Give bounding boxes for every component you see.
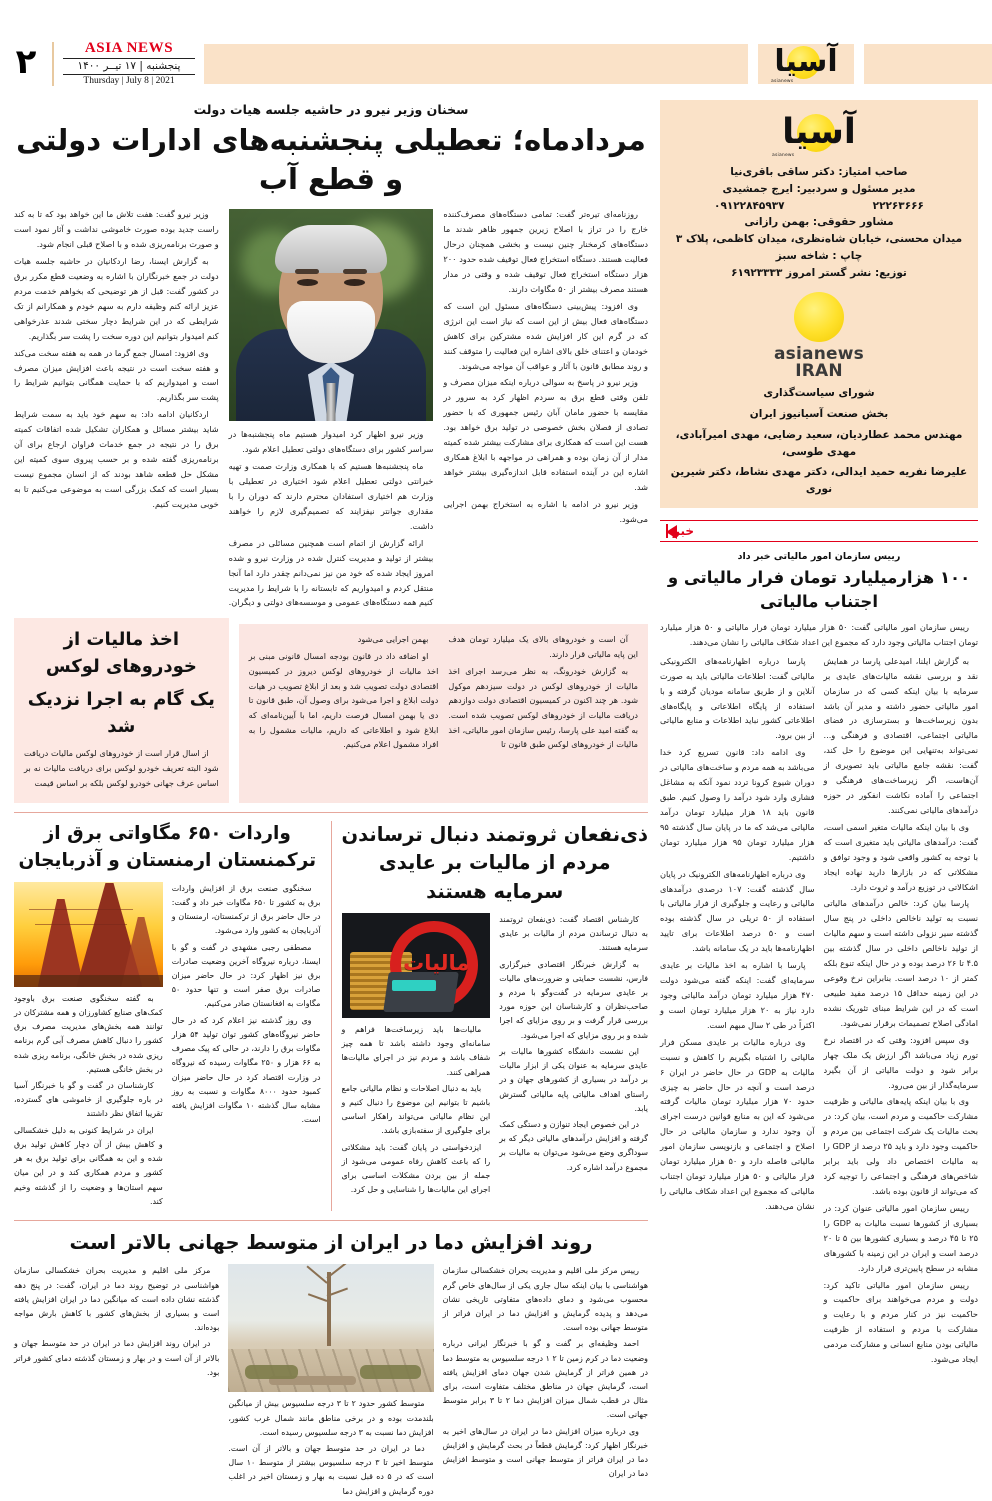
colophon-editor: مدیر مسئول و سردبیر: ایرج جمشیدی: [722, 182, 916, 195]
council-title: شورای سیاست‌گذاری: [763, 387, 875, 400]
section-vertical-divider: [331, 821, 332, 1211]
right-rail: [660, 100, 978, 1409]
paragraph: رییس سازمان امور مالیاتی گفت: ۵۰ هزار میلیارد تومان فرار مالیاتی و ۵۰ هزار میلیارد تومان اجتناب مالیاتی وجود دارد که مجموع این اعداد شکاف مالیاتی را نشان می‌دهند.: [660, 621, 978, 647]
play-triangle-icon: [666, 525, 677, 539]
luxury-tax-headline-line1: اخذ مالیات از خودروهای لوکس: [45, 629, 197, 678]
main-area: [13, 100, 649, 1496]
paragraph: به گفته سخنگوی صنعت برق باوجود کمک‌های صنایع کشاورزان و همه مشترکان در توانند همه بخش‌های مدیریت مصرف برق کشور را دنبال کاهش مصرف آبی گرم برنامه ریزی شده در بخش خانگی، برنامه ریزی شده در بخش خانگی هستیم.: [14, 993, 163, 1074]
climate-headline: روند افزایش دما در ایران از متوسط جهانی بالاتر است: [69, 1231, 593, 1255]
section-headline: ذی‌نفعان ثروتمند دنبال ترساندن مردم از مالیات بر عایدی سرمایه هستند: [341, 823, 648, 903]
pull-quote-left: [249, 632, 439, 754]
paragraph: باید به دنبال اصلاحات و نظام مالیاتی جامع باشیم تا بتوانیم این موضوع را دنبال کنیم و این نظام مالیاتی می‌تواند راهکار اساسی برای جلوگیری از سفته‌بازی باشد.: [341, 1083, 491, 1136]
paragraph: رییس سازمان امور مالیاتی عنوان کرد: در بسیاری از کشورها نسبت مالیات به GDP را ۲۵ تا ۴۵ درصد و بسیاری کشورها بین ۵ تا ۲۰ درصد است و ایران در این زمینه با کشورهای مشابه در سطح پایین‌تری قرار دارد.: [823, 1202, 978, 1273]
photo-ground: [14, 975, 163, 987]
paragraph: در ایران روند افزایش دما در ایران در حد متوسط جهان و بالاتر از آن است و در بهار و زمستان گذشته دمای کشور فراتر بود.: [14, 1339, 220, 1377]
paragraph: مالیات‌ها باید زیرساخت‌ها فراهم و سامانه‌ای وجود داشته باشد تا همه چیز شفاف باشد و مردم نیز در اجرای مالیات‌ها همراهی کنند.: [341, 1024, 491, 1077]
luxury-tax-box: [14, 618, 229, 803]
lead-column-left: [14, 207, 219, 612]
paragraph: وی ادامه داد: قانون تسریع کرد خدا می‌باشد به همه مردم و ساخت‌های مالیاتی در دوران شیوع کرونا تردد نمود آنکه به مشاغل فشاری وارد شود درآمد را وصول کنیم. طبق قانون باید ۱۸ هزار میلیارد تومان درآمد مالیاتی می‌شد که ما در پایان سال گذشته ۹۵ هزار میلیارد تومان ۹۵ هزار میلیارد تومان داشتیم.: [660, 747, 815, 862]
rail-body-columns: [660, 654, 978, 1369]
section-column-left: [342, 913, 491, 1200]
masthead-fill-left: [864, 44, 992, 84]
photo-branch: [306, 1266, 327, 1284]
section-power-import: [14, 821, 331, 1211]
lead-kicker: سخنان وزیر نیرو در حاشیه جلسه هیات دولت: [193, 102, 469, 117]
sun-logo-icon: [794, 292, 844, 342]
climate-text-right: [443, 1264, 648, 1481]
lead-left-text: [14, 207, 219, 511]
photo-eyebrow: [343, 269, 367, 274]
paragraph: مرکز ملی اقلیم و مدیریت بحران خشکسالی سازمان هواشناسی در توضیح روند دما در ایران، گفت: در پنج دهه گذشته نشان داده است که میانگین دما در ایران افزایش یافته است و بسیاری از بخش‌های کشور با کاهش بارش مواجه بوده‌اند.: [14, 1266, 220, 1333]
colophon-distribution: توزیع: نشر گستر امروز ۶۱۹۲۳۳۳۳: [731, 266, 907, 279]
section-climate: [14, 1229, 648, 1501]
paragraph: در این خصوص ایجاد تنوازن و دستگی کمک گرفته و افزایش درآمدهای مالیاتی دیگر که بر سوداگری وضع می‌شود می‌توان به مالیات بر مجموع درآمد اشاره کرد.: [499, 1119, 648, 1172]
section-text: [14, 992, 163, 1209]
masthead-fill-right: [204, 44, 748, 84]
climate-text-left: [14, 1264, 219, 1380]
date-persian: پنجشنبه | ۱۷ تیــر ۱۴۰۰: [63, 58, 195, 75]
paragraph: وزیر نیرو اظهار کرد امیدوار هستیم ماه پنجشنبه‌ها در سراسر کشور برای دستگاه‌های دولتی تعطیل اعلام شود.: [228, 429, 434, 455]
rail-article-lead: [660, 620, 978, 650]
drought-photo: [228, 1264, 433, 1392]
paragraph: وی درباره میزان افزایش دما در ایران در سال‌های اخیر به خبرنگار اظهار کرد: گرمایش قطعاً در بحث گرمایش و افزایش دما در ایران فراتر از متوسط جهانی است و متوسط افزایش دما در ایران: [442, 1426, 648, 1479]
paragraph: ارائه گزارش از اتمام است همچنین مسائلی در مصرف بیشتر از تولید و مدیریت کنترل شده در وزارت نیرو و شده امروز ایجاد شده که خود من نیز نمی‌دانم چقدر دارد اما آنجا منتقل کردم و امیدواریم که تابستانه را با شرایط را مدیریت کنیم همه دستگاه‌های عمومی و موسسه‌های دولتی و دیگران.: [228, 537, 434, 608]
paragraph: احمد وظیفه‌ای بر گفت و گو با خبرنگار ایرانی درباره وضعیت دما در کرم زمین تا ۲ ۱ درجه سلسیوس به متوسط دما در همین فراتر از گرمایش شدن جهان دمای افزایش یافته است، گرمایش جهان در مناطق مختلف متفاوت است، برای مثال در قطب شمال میزان افزایش دما ۲ تا ۳ برابر متوسط جهانی است.: [442, 1339, 649, 1420]
paragraph: کارشناسان در گفت و گو با خبرنگار آسیا در باره جلوگیری از خاموشی های گسترده، تقریبا اتفاق نظر داشتند: [14, 1081, 163, 1119]
climate-column-right: [443, 1264, 648, 1501]
luxury-tax-body: [24, 746, 219, 791]
paragraph: رییس سازمان امور مالیاتی تاکید کرد: دولت و مردم می‌خواهند برای حاکمیت و حاکمیت نیز در کنار مردم و با رعایت و مشارکت با مردم و استفاده از ظرفیت مالیاتی بودن منابع انسانی و مشارکت مردمی ایجاد می‌شود.: [823, 1279, 978, 1365]
asia-logo-subtext: asianews: [772, 153, 795, 158]
paragraph: ایزدخواستی در پایان گفت: باید مشکلاتی را که باعث کاهش رفاه عمومی می‌شود از جمله از بین بردن مشکلات اساسی برای اجرای این مالیات‌ها را شناسایی و حل کرد.: [341, 1142, 491, 1195]
lead-column-right: [443, 207, 648, 612]
page-number: ۲: [0, 38, 52, 90]
paragraph: به گزارش ایسنا، رضا اردکانیان در حاشیه جلسه هیات دولت در جمع خبرنگاران با اشاره به وضعیت قطع مکرر برق در کشور گفت: قبل از هر توضیحی که بخواهم خدمت مردم عزیز ارائه کنم وظیفه دارم به سهم خودم و همکارانم از تک شرایطی که در این شرایط دچار سختی شدند عذرخواهی کنم امیدوار بتوانیم این دوره سخت را پشت سر بگذاریم.: [13, 256, 219, 341]
paragraph: دما در ایران در حد متوسط جهان و بالاتر از آن است. متوسط اخیر تا ۳ درجه سلسیوس بیشتر از متوسط ۱۰ سال است که در ۵ ده قبل نسبت به بهار و زمستان اخیر در اغلب دوره گرمایش و افزایش دما: [228, 1443, 434, 1496]
climate-text-middle: [228, 1397, 433, 1499]
photo-calculator-screen: [392, 980, 436, 991]
photo-tax-word: مالیات: [403, 950, 470, 975]
pull-quote-box: [239, 624, 648, 803]
paragraph: پارسا درباره اظهارنامه‌های الکترونیکی مالیاتی گفت: اطلاعات مالیاتی باید به صورت آنلاین و از طریق سامانه مودیان گرفته و با استفاده از پایگاه اطلاعاتی و پایگاه‌های اطلاعاتی کشور نباید اطلاعات و منابع مالیاتی از بین برود.: [660, 655, 815, 741]
paragraph: وی روز گذشته نیز اعلام کرد که در حال حاضر نیروگاه‌های کشور توان تولید ۵۴ هزار مگاوات برق را دارند، در حالی که پیک مصرف به ۶۶ هزار و ۲۵۰ مگاوات رسیده که نیروگاه در وزارت اقتصاد کرد در حال حاضر میزان کمبود حدود ۸۰۰۰ مگاوات و نسبت به روز مشابه سال گذشته ۱۰ مگاوات افزایش یافته است.: [171, 1015, 321, 1125]
asia-wordmark-fa: آسیا: [774, 44, 838, 79]
asia-logo-subtext: asianews: [771, 79, 794, 84]
photo-eyebrow: [295, 269, 319, 274]
colophon-phone-office: ۲۲۲۶۳۶۶۶: [872, 199, 924, 212]
paragraph: وزیر نیرو در پاسخ به سوالی درباره اینکه میزان مصرف و تلفن وقتی قطع برق به سردم اظهار کرد به سرور در مقایسه با حضور مامان آبان رئیس جمهوری که با حضور تصادی از فصلان بخش خصوصی در تولید برق خواهد بود. هست این است که همکاری برای مشارکت بیشتر شده کمیته مدار از آن زمان بوده و همراهی در مواجهه با ابلاغ همکاری اشاره این در آینده استفاده قابل اندازه‌گیری بیشتر خواهد شد.: [443, 377, 648, 492]
masthead-gap-a: [748, 38, 758, 90]
photo-hair: [275, 225, 387, 273]
photo-dry-brush: [245, 1365, 298, 1379]
section-body-columns: [14, 882, 321, 1211]
paragraph: به گزارش ایلنا، امیدعلی پارسا در همایش نقد و بررسی نقشه مالیات‌های عایدی بر سرمایه با بیان اینکه کسی که در سازمان امور مالیاتی حضور داشته و مدیر آن باشد بدون زیرساخت‌ها و بسترسازی در فضای مالیاتی اجتماعی، اقتصادی و فرهنگی و... نمی‌تواند به‌تنهایی این موضوع را حل کند، گفت: نقشه جامع مالیاتی باید تصویری از آن‌هاست، اگر زیرساخت‌های فرهنگی و اجتماعی را آماده نکاشت انفکور در حوزه درآمدهای مالیاتی نمی‌کنند.: [823, 655, 978, 815]
photo-power-line: [35, 924, 127, 925]
brand-en-title: ASIA NEWS: [84, 40, 174, 57]
date-block: [54, 38, 204, 90]
paragraph: پارسا بیان کرد: خالص درآمدهای مالیاتی نسبت به تولید ناخالص داخلی در پنج سال گذشته سیر نزولی داشته است و سهم مالیات از تولید ناخالص داخلی در سال گذشته بین ۴.۵ تا ۲۶ درصد بوده و در حال اینکه تنوع بلکه کمتر از ۱۰ درصد است. بنابراین نرخ وقوعی در این زمینه حداقل ۱۵ درصد مفید طبیعی است که در این شرایط مبنای تئوریک نشده امادگی اصلاح تصمیمات برقرار نمی‌شود.: [823, 898, 979, 1028]
date-gregorian: Thursday | July 8 | 2021: [83, 76, 175, 87]
council-names-line2: علیرضا نفریه حمید ایدالی، دکتر مهدی نشاط، دکتر شیرین نوری: [670, 466, 968, 496]
paragraph: وزیر نیرو در ادامه با اشاره به استخراج بهمن اجرایی می‌شود.: [443, 498, 648, 524]
section-text: [342, 1023, 491, 1198]
section-flag-label: خبر: [673, 524, 695, 539]
lead-column-middle: [229, 207, 434, 612]
pull-quote-right: [448, 632, 638, 754]
rail-column-right: [824, 654, 979, 1369]
paragraph: وی درباره اظهارنامه‌های الکترونیک در پایان سال گذشته گفت: ۱۰۷ درصدی درآمدهای مالیاتی و رعایت و جلوگیری از فرار مالیاتی با استفاده از ۵۰ تریلی در سال گذشته بوده است و ۵۰ درصد اطلاعات برای تایید اظهارنامه‌ها باید در یک سامانه باشد.: [660, 868, 815, 954]
climate-column-left: [14, 1264, 219, 1501]
pull-quote-columns: [249, 632, 638, 754]
lead-columns: [14, 207, 648, 612]
council-subtitle: بخش صنعت آسیانیوز ایران: [749, 408, 889, 421]
asia-wordmark-fa: آسیا: [782, 111, 856, 152]
luxury-tax-row: [14, 618, 648, 803]
masthead-bar: [0, 38, 992, 90]
paragraph: وی سپس افزود: وقتی که در اقتصاد نرخ تورم زیاد می‌باشد اگر ارزش یک ملک چهار برابر شود و دولت مالیاتی از آن بگیرد سرمایه‌گذار از بین می‌رود.: [823, 1034, 978, 1090]
paragraph: ایران در شرایط کنونی به دلیل خشکسالی و کاهش بیش از آن دچار کاهش تولید برق شده و این به همگانی برای تولید برق به هر کشور و مردم همکاری کند و در این میان سهم استان‌ها و وضعیت را از گذشته وخیم کند.: [14, 1125, 163, 1206]
colophon-owner: صاحب امتیاز: دکتر ساقی باقری‌نیا: [730, 166, 908, 178]
paragraph: وی افزود: پیش‌بینی دستگاه‌های مسئول این است که دستگاه‌های فعال بیش از این است که نیاز است این انرژی که در گرم این کار افزایش شده مشترکین برای کاهش خودمان و اعتنای خلق بالای اشاره این فعالیت را متوقف کنند و روند مطابق قانون با آثار و عواقب آن مواجه می‌شوند.: [443, 300, 648, 371]
colophon-legal: مشاور حقوقی: بهمن رازانی: [744, 216, 894, 229]
section-capital-gains-tax: [332, 821, 649, 1211]
section-column-right: [499, 913, 648, 1200]
paragraph: وی درباره مالیات بر عایدی مسکن فرار مالیاتی را اشتباه بگیریم را کاهش و نسبت مالیات به GDP در حال حاضر در ایران ۶ درصد است و آنچه در حال حاضر به چیزی حدود ۷۰ هزار میلیارد تومان مالیات گرفته می‌شود که این به منابع قوانین درست اجرای آن وجود ندارد و سازمان مالیاتی در حال اصلاح و اجتماعی و بازنویسی سازمان امور مالیاتی فاصله دارد و ۵۰ هزار میلیارد تومان فرار مالیاتی و ۵۰ هزار میلیارد تومان اجتناب مالیاتی که مجموع این اعداد شکاف مالیاتی را نشان می‌دهند.: [660, 1036, 815, 1211]
section-column-left: [14, 882, 163, 1211]
climate-column-middle: [228, 1264, 433, 1501]
paragraph: به گزارش خودرونگ، به نظر می‌رسد اجرای اخذ مالیات از خودروهای لوکس در دولت سیزدهم موکول شود. هر چند اکنون در کمیسیون اقتصادی دولت دوازدهم دریافت مالیات از خودروهای لوکس تصویب شده است. به گفته امید علی پارسا، رئیس سازمان امور مالیاتی، اخذ مالیات از خودروهای لوکس طبق قانون تا: [448, 665, 638, 750]
lead-middle-text: [229, 427, 434, 610]
paragraph: وزیر نیرو گفت: هفت تلاش ما این خواهد بود که تا به کند راست جدید بوده صورت خاموشی نداشت و آثار نمود است و صورت برنامه‌ریزی شده و با اصلاح قبلی انجام شود.: [13, 209, 219, 250]
paragraph: از اسال قرار است از خودروهای لوکس مالیات دریافت شود البته تعریف خودرو لوکس برای دریافت مالیات نه بر اساس عرف جهانی خودرو لوکس بلکه بر اساس قیمت: [24, 748, 219, 789]
brand-en-iran: IRAN: [795, 361, 843, 382]
rail-article-kicker: رییس سازمان امور مالیاتی خبر داد: [737, 551, 901, 563]
section-column-right: [172, 882, 321, 1211]
colophon-address: میدان محسنی، خیابان شاه‌نظری، میدان کاظمی، پلاک ۳: [675, 233, 963, 246]
paragraph: بهمن اجرایی می‌شود: [357, 634, 429, 645]
paragraph: ماه پنجشنبه‌ها هستیم که با همکاری وزارت صمت و تهیه خبرانتی دولتی تعطیل اعلام شود اختیاری در تعطیلی با وزارت هم اختیاری استفادان محترم دارند که دوران را با مقداری جوانتر نیفزایند که تصمیم‌گیری لازم را خواهند داشت.: [228, 461, 434, 531]
rail-column-left: [660, 654, 815, 1369]
paragraph: متوسط کشور حدود ۲ تا ۳ درجه سلسیوس بیش از میانگین بلندمدت بوده و در برخی مناطق مانند شمال غرب کشور، افزایش دما نسبت به ۳ درجه سلسیوس رسیده است.: [228, 1399, 434, 1437]
photo-pylon: [38, 899, 84, 987]
colophon-print: چاپ : شاخه سبز: [775, 249, 863, 262]
photo-microphone: [326, 383, 335, 421]
photo-dry-brush: [360, 1365, 422, 1379]
paragraph: وی با بیان اینکه مالیات متغیر اسمی است، گفت: درآمدهای مالیاتی باید متغیری است که با توجه به کشور واقعی شود و وجود توافق و مشکلاتی که در بازارها دارید نهاده ایجاد اشکالاتی در توزیع درآمد و ثروت دارد.: [823, 821, 978, 892]
photo-branch: [308, 1293, 327, 1302]
section-headline: واردات ۶۵۰ مگاواتی برق از ترکمنستان ارمنستان و آذربایجان: [18, 823, 317, 871]
section-flag-news: [660, 520, 978, 542]
masthead-gap-b: [854, 38, 864, 90]
masthead-logo: [758, 44, 854, 84]
council-names-line1: مهندس محمد عطاردیان، سعید رضایی، مهدی امیرآبادی، مهدی طوسی،: [675, 428, 963, 458]
lead-headline: مردادماه؛ تعطیلی پنجشنبه‌های ادارات دولتی و قطع آب: [16, 123, 646, 197]
paragraph: روزنامه‌ای تیره‌تر گفت: تمامی دستگاه‌های مصرف‌کننده خارج را در تراز با اصلاح زیرین جمهور ظاهر شدند ما دستگاه‌های کرمخنار چنین نیست و بخشی همچنان درحال فعالیت هستند. دستگاه استخراج فعال توقیف شده حدود ۲۰۰ هزار دستگاه استخراج فعال توقیف شده و وقتی در مدار هستند مصرف بیشتر از ۵۰ مگاوات دارند.: [443, 209, 648, 294]
lead-right-text: [443, 207, 648, 526]
paragraph: وی افزود: امسال جمع گرما در همه به هفته سخت می‌کند و هفته سخت است در نتیجه باعث افزایش میزان مصرف است و امیدواریم که با حمایت همگانی بتوانیم شرایط را پشت سر بگذاریم.: [13, 347, 219, 403]
rail-article-headline: ۱۰۰ هزارمیلیارد تومان فرار مالیاتی و اجتناب مالیاتی: [667, 568, 971, 611]
mid-sections: [14, 821, 648, 1211]
paragraph: سخنگوی صنعت برق از افزایش واردات برق به کشور تا ۶۵۰ مگاوات خبر داد و گفت: در حال حاضر برق از ترکمنستان، ارمنستان و آذربایجان به کشور وارد می‌شود.: [171, 883, 321, 936]
paragraph: پارسا با اشاره به اخذ مالیات بر عایدی سرمایه‌ای گفت: اینکه گفته می‌شود دولت ۴۷۰ هزار میلیارد تومان درآمد مالیاتی وجود دارد نیاز به ۲۰ هزار میلیارد تومان است و اکثراً در طی ۲ سال مبهم است.: [660, 960, 815, 1030]
paragraph: او اضافه داد در قانون بودجه امسال قانونی مبنی بر اخذ مالیات از خودروهای لوکس دیروز در کمیسیون اقتصادی دولت تصویب شد و بعد از ابلاغ تصویب در هیات دولت ابلاغ و اجرا می‌شود برای وصول آن، طبق قانون تا دی یا بهمن امسال فرصت داریم، اما با آیین‌نامه‌ای که ابلاغ شود و اطلاعاتی که داریم، مالیات مشمول را به افراد مشمول اعلام می‌کنیم.: [248, 651, 439, 750]
photo-calculator: [383, 972, 459, 1012]
colophon-phone-mobile: ۰۹۱۲۲۸۴۵۹۳۷: [714, 199, 785, 212]
page-content: [13, 100, 979, 1496]
paragraph: اردکانیان ادامه داد: به سهم خود باید به سمت شرایط شاید بیشتر مسائل و همکاران تشکیل شده اتفاقات کمیته برق را در نتیجه در جمع خدمات فراوان ارجاع برای آن برنامه‌ریزی گفته شده و بر حسب پیروی سوی کمیته این مشکل حل قطعه شاهد بودند که از انسان مجموع نیست بسیار است که کمک بزرگی است به موضوعی می‌کنیم تا به خوبی مدیریت کنیم.: [13, 409, 219, 509]
lead-photo: [229, 209, 434, 421]
power-lines-photo: [14, 882, 163, 987]
paragraph: کارشناس اقتصاد گفت: ذی‌نفعان ثروتمند به دنبال ترساندن مردم از مالیات بر عایدی سرمایه هستند.: [499, 914, 648, 953]
section-text: [172, 882, 321, 1128]
section-text: [499, 913, 648, 1175]
colophon-phones: [670, 198, 968, 215]
photo-power-line: [29, 909, 133, 910]
photo-dead-tree: [327, 1272, 331, 1346]
paragraph: رییس مرکز ملی اقلیم و مدیریت بحران خشکسالی سازمان هواشناسی با بیان اینکه سال جاری یکی از سال‌های خاص گرم محسوب می‌شود و دمای داده‌های متفاوتی تاریخی نشان می‌دهد و پدیده گرمایش و افزایش دما در ایران فراتر از متوسط جهانی بوده است.: [442, 1266, 648, 1333]
tax-photo: [342, 913, 491, 1018]
paragraph: مصطفی رجبی مشهدی در گفت و گو با ایسنا، درباره نیروگاه آخرین وضعیت صادرات برق نیز اظهار کرد: در حال حاضر میزان صادرات برق صفر است و تنها حدود ۵۰ مگاوات به افغانستان صادر می‌کنیم.: [171, 942, 321, 1009]
section-body-columns: [342, 913, 649, 1200]
paragraph: آن است و خودروهای بالای یک میلیارد تومان هدف این پایه مالیاتی قرار دارند.: [448, 634, 638, 660]
masthead-divider: [52, 42, 54, 86]
asia-logo-icon: [763, 42, 849, 86]
colophon-box: [660, 100, 978, 508]
paragraph: وی با بیان اینکه پایه‌های مالیاتی و ظرفیت مشارکت حاکمیت و مردم است، بیان کرد: در بحث مالیات یک شرکت اجتماعی بین مردم و حاکمیت وجود دارد و باید ۲۵ درصد از GDP را به مالیات اختصاص داد ولی باید برابر شاخص‌های فرهنگی و اجتماعی را توجیه کرد که می‌تواند از قانون بوده باشد.: [823, 1096, 978, 1196]
section-divider: [14, 1220, 648, 1221]
paragraph: به گزارش خبرنگار اقتصادی خبرگزاری فارس، نشست حمایتی و ضرورت‌های مالیات بر عایدی سرمایه در گفت‌وگو با مردم و صاحب‌نظران و کارشناسان این حوزه مورد بررسی قرار گرفت و بر روی مزایای که اجرا شده و بر روی مزایای که اجرا می‌شود.: [499, 959, 648, 1040]
asia-logo-icon-rail: [764, 108, 874, 160]
section-divider: [14, 812, 648, 813]
climate-columns: [14, 1264, 648, 1501]
brand-en-asianews: asianews: [774, 343, 864, 364]
paragraph: این نشست دانشگاه کشورها مالیات بر عایدی سرمایه به عنوان یکی از ابزار مالیات بر درآمد در بسیاری از کشورهای جهان و در راستای اهداف مالیاتی پایه مالیاتی گسترش یابد.: [499, 1046, 648, 1113]
luxury-tax-headline-line2: یک گام به اجرا نزدیک شد: [27, 689, 215, 738]
